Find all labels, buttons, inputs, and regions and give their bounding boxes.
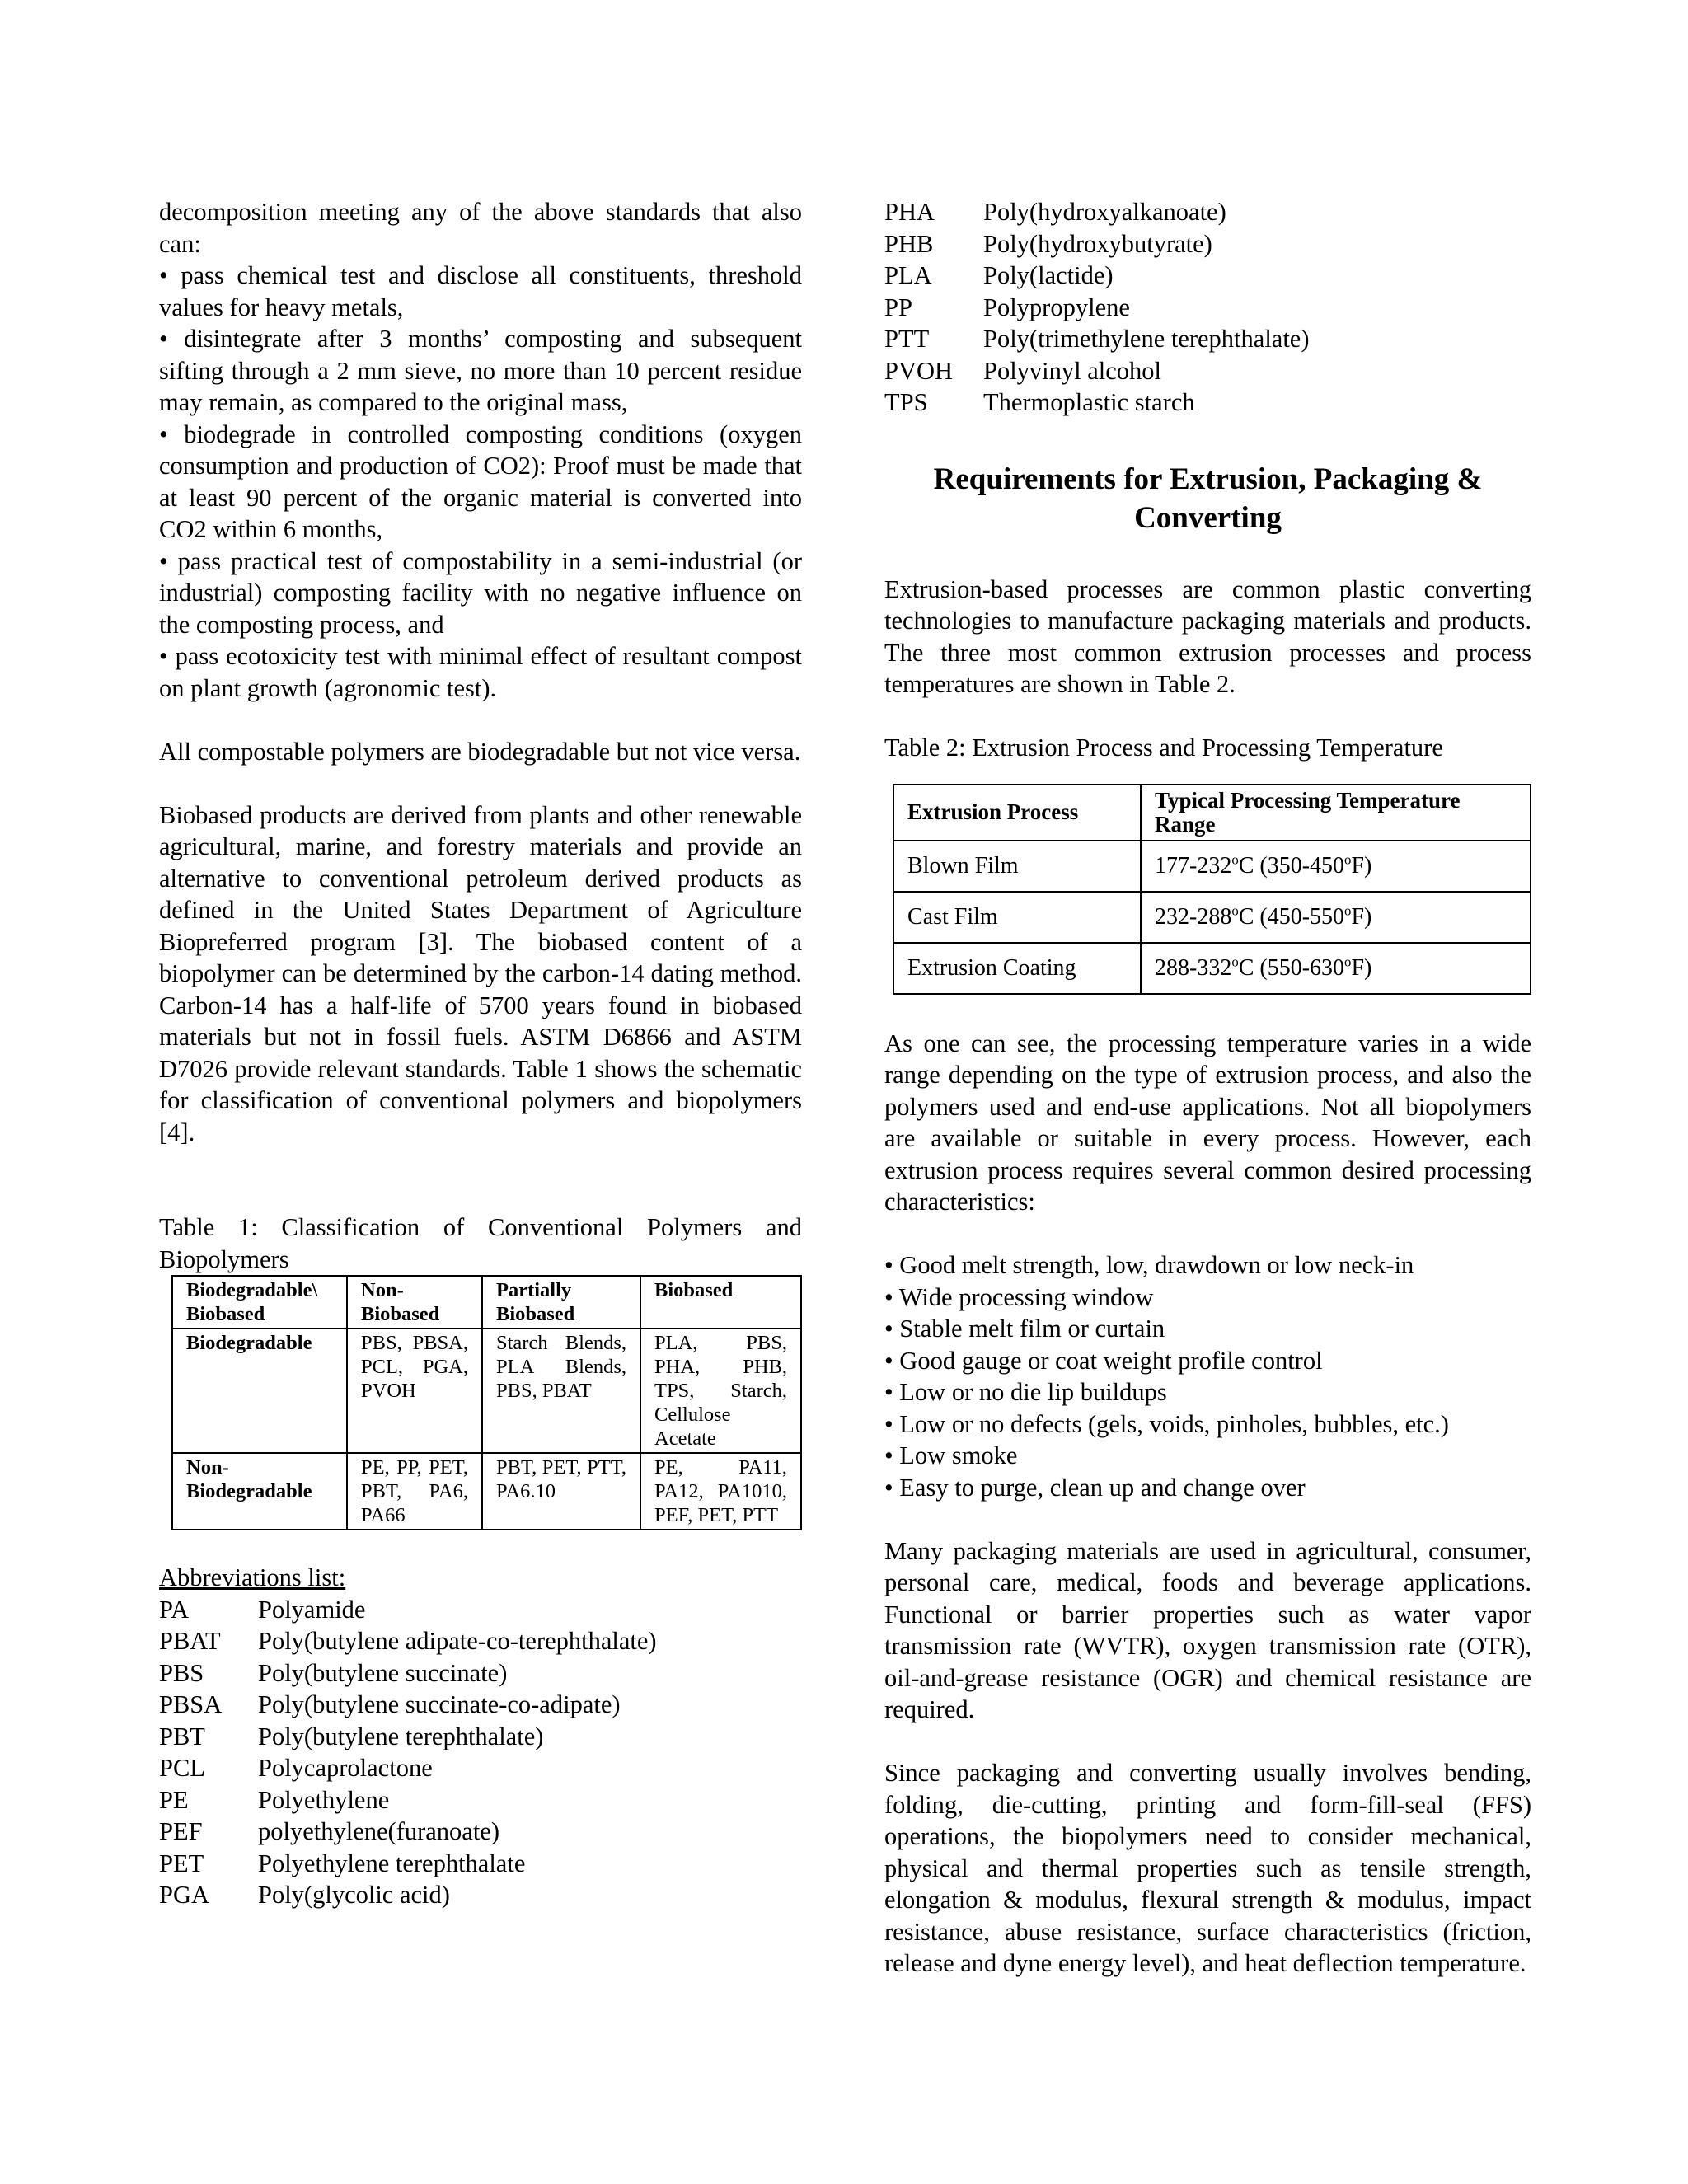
table-cell: Biodegradable xyxy=(172,1329,347,1453)
table-header-cell: Typical Processing Temperature Range xyxy=(1141,785,1531,841)
abbr-key: TPS xyxy=(884,388,928,416)
list-item xyxy=(884,355,1531,387)
table-cell: Blown Film xyxy=(893,841,1141,892)
temp-celsius: 177-232 xyxy=(1155,853,1232,879)
list-item xyxy=(884,387,1531,419)
abbr-key: PLA xyxy=(884,261,932,289)
list-item xyxy=(884,260,1531,292)
bullet-item: • Low or no defects (gels, voids, pinholes, bubbles, etc.) xyxy=(884,1409,1449,1438)
temp-fahrenheit: 450-550 xyxy=(1267,904,1345,930)
abbr-key: PBS xyxy=(159,1658,204,1687)
list-item xyxy=(159,1848,802,1880)
table-cell: Starch Blends, PLA Blends, PBS, PBAT xyxy=(482,1329,640,1453)
paragraph: Many packaging materials are used in agricultural, consumer, personal care, medical, foods and beverage applications. Functional or barrier properties such as water vapor transmission rate (WVTR), oxygen transmission rate (OTR), oil-and-grease resistance (OGR) and chemical resistance are required. xyxy=(884,1536,1531,1723)
paragraph: Since packaging and converting usually involves bending, folding, die-cutting, printing and form-fill-seal (FFS) operations, the biopolymers need to consider mechanical, physical and thermal properties such as tensile strength, elongation & modulus, flexural strength & modulus, impact resistance, abuse resistance, surface characteristics (friction, release and dyne energy level), and heat deflection temperature. xyxy=(884,1759,1531,1977)
table-row xyxy=(893,892,1531,943)
abbreviations-title: Abbreviations list: xyxy=(159,1563,346,1591)
abbr-key: PCL xyxy=(159,1754,205,1782)
abbr-value: Polyethylene xyxy=(258,1785,390,1814)
table-cell: 232-288$^o$C (450-550$^o$F) xyxy=(1141,892,1531,943)
list-item xyxy=(159,1689,802,1721)
table2-caption: Table 2: Extrusion Process and Processing Temperature xyxy=(884,733,1443,762)
abbr-value: Polyvinyl alcohol xyxy=(983,356,1162,385)
paragraph: As one can see, the processing temperature varies in a wide range depending on the type of extrusion process, and also the polymers used and end-use applications. Not all biopolymers are available or suitable in every process. However, each extrusion process requires several common desired processing characteristics: xyxy=(884,1029,1531,1216)
table-header-cell: Extrusion Process xyxy=(893,785,1141,841)
bullet-item: • Good melt strength, low, drawdown or low neck-in xyxy=(884,1251,1414,1279)
bullet-item: • Wide processing window xyxy=(884,1282,1154,1311)
abbr-value: polyethylene(furanoate) xyxy=(258,1817,499,1845)
bullet-item: • pass ecotoxicity test with minimal effect of resultant compost on plant growth (agronomic test). xyxy=(159,642,802,702)
abbr-value: Poly(trimethylene terephthalate) xyxy=(983,325,1310,353)
abbr-key: PEF xyxy=(159,1817,203,1845)
table-row xyxy=(893,841,1531,892)
abbr-value: Poly(glycolic acid) xyxy=(258,1881,450,1909)
temp-fahrenheit: 350-450 xyxy=(1267,853,1345,879)
bullet-item: • Low or no die lip buildups xyxy=(884,1378,1167,1406)
table-cell: Extrusion Coating xyxy=(893,943,1141,994)
list-item xyxy=(884,196,1531,228)
abbr-key: PP xyxy=(884,293,912,321)
list-item xyxy=(884,228,1531,260)
abbr-key: PHA xyxy=(884,198,935,226)
abbr-key: PA xyxy=(159,1595,190,1624)
temp-celsius: 232-288 xyxy=(1155,904,1232,930)
bullet-item: • Low smoke xyxy=(884,1441,1018,1469)
paragraph: decomposition meeting any of the above standards that also can: xyxy=(159,198,802,258)
abbr-value: Poly(lactide) xyxy=(983,261,1114,289)
table-cell: 288-332$^o$C (550-630$^o$F) xyxy=(1141,943,1531,994)
bullet-item: • disintegrate after 3 months’ composting and subsequent sifting through a 2 mm sieve, no more than 10 percent residue may remain, as compared to the original mass, xyxy=(159,325,802,416)
table-row xyxy=(893,943,1531,994)
right-column xyxy=(884,196,1531,1980)
table-header-row xyxy=(893,785,1531,841)
abbr-value: Polycaprolactone xyxy=(258,1754,433,1782)
table1-caption: Table 1: Classification of Conventional Polymers and Biopolymers xyxy=(159,1213,802,1273)
list-item xyxy=(884,292,1531,324)
list-item xyxy=(159,1721,802,1753)
temp-fahrenheit: 550-630 xyxy=(1267,955,1345,981)
list-item xyxy=(159,1594,802,1626)
list-item xyxy=(159,1784,802,1816)
abbr-key: PGA xyxy=(159,1881,210,1909)
list-item xyxy=(159,1816,802,1848)
table-cell: PBT, PET, PTT, PA6.10 xyxy=(482,1453,640,1530)
left-column xyxy=(159,196,802,1911)
paragraph: Biobased products are derived from plants and other renewable agricultural, marine, and forestry materials and provide an alternative to conventional petroleum derived products as defined in the United States Department of Agriculture Biopreferred program [3]. The biobased content of a biopolymer can be determined by the carbon-14 dating method. Carbon-14 has a half-life of 5700 years found in biobased materials but not in fossil fuels. ASTM D6866 and ASTM D7026 provide relevant standards. Table 1 shows the schematic for classification of conventional polymers and biopolymers [4]. xyxy=(159,800,802,1146)
table-header-cell: Non-Biobased xyxy=(347,1276,482,1329)
abbr-key: PBT xyxy=(159,1722,205,1750)
bullet-item: • pass chemical test and disclose all constituents, threshold values for heavy metals, xyxy=(159,261,802,321)
table-cell: PBS, PBSA, PCL, PGA, PVOH xyxy=(347,1329,482,1453)
abbr-value: Poly(hydroxybutyrate) xyxy=(983,229,1212,258)
abbr-value: Polyamide xyxy=(258,1595,366,1624)
abbr-value: Poly(hydroxyalkanoate) xyxy=(983,198,1226,226)
table-header-cell: Partially Biobased xyxy=(482,1276,640,1329)
bullet-item: • Easy to purge, clean up and change over xyxy=(884,1473,1306,1502)
table-header-cell: Biobased xyxy=(640,1276,801,1329)
table-header-cell: Biodegradable\ Biobased xyxy=(172,1276,347,1329)
list-item xyxy=(884,323,1531,355)
bullet-item: • biodegrade in controlled composting conditions (oxygen consumption and production of CO2): Proof must be made that at least 90 percent of the organic material is converted into CO2 within 6 months, xyxy=(159,419,802,543)
bullet-item: • Stable melt film or curtain xyxy=(884,1315,1165,1343)
table-cell: 177-232$^o$C (350-450$^o$F) xyxy=(1141,841,1531,892)
abbr-value: Poly(butylene terephthalate) xyxy=(258,1722,544,1750)
paragraph: Extrusion-based processes are common plastic converting technologies to manufacture packaging materials and products. The three most common extrusion processes and process temperatures are shown in Table 2. xyxy=(884,574,1531,698)
abbr-value: Poly(butylene succinate-co-adipate) xyxy=(258,1690,621,1718)
section-heading: Requirements for Extrusion, Packaging & Converting xyxy=(933,462,1483,535)
list-item xyxy=(159,1657,802,1690)
abbr-key: PTT xyxy=(884,325,930,353)
list-item xyxy=(159,1625,802,1657)
abbr-value: Thermoplastic starch xyxy=(983,388,1195,416)
bullet-item: • Good gauge or coat weight profile control xyxy=(884,1346,1323,1375)
abbr-key: PVOH xyxy=(884,356,954,385)
paragraph: All compostable polymers are biodegradable but not vice versa. xyxy=(159,737,801,766)
table-cell: PLA, PBS, PHA, PHB, TPS, Starch, Cellulose Acetate xyxy=(640,1329,801,1453)
abbr-key: PE xyxy=(159,1785,189,1814)
table-row xyxy=(172,1329,801,1453)
abbreviations-list xyxy=(159,1594,802,1911)
abbr-key: PET xyxy=(159,1849,204,1877)
abbr-value: Poly(butylene succinate) xyxy=(258,1658,508,1687)
abbr-value: Poly(butylene adipate-co-terephthalate) xyxy=(258,1627,657,1655)
table-cell: PE, PA11, PA12, PA1010, PEF, PET, PTT xyxy=(640,1453,801,1530)
bullet-list xyxy=(884,1249,1531,1503)
list-item xyxy=(159,1879,802,1911)
table-cell: PE, PP, PET, PBT, PA6, PA66 xyxy=(347,1453,482,1530)
list-item xyxy=(159,1752,802,1784)
table-header-row xyxy=(172,1276,801,1329)
temp-celsius: 288-332 xyxy=(1155,955,1232,981)
abbr-key: PHB xyxy=(884,229,934,258)
abbr-value: Polyethylene terephthalate xyxy=(258,1849,526,1877)
abbr-key: PBSA xyxy=(159,1690,223,1718)
table2 xyxy=(893,784,1531,995)
abbr-key: PBAT xyxy=(159,1627,221,1655)
abbreviations-list-continued xyxy=(884,196,1531,419)
bullet-item: • pass practical test of compostability in a semi-industrial (or industrial) composting facility with no negative influence on the composting process, and xyxy=(159,546,802,639)
table-cell: Cast Film xyxy=(893,892,1141,943)
abbr-value: Polypropylene xyxy=(983,293,1130,321)
table1 xyxy=(171,1275,802,1530)
table-row xyxy=(172,1453,801,1530)
table-cell: Non-Biodegradable xyxy=(172,1453,347,1530)
